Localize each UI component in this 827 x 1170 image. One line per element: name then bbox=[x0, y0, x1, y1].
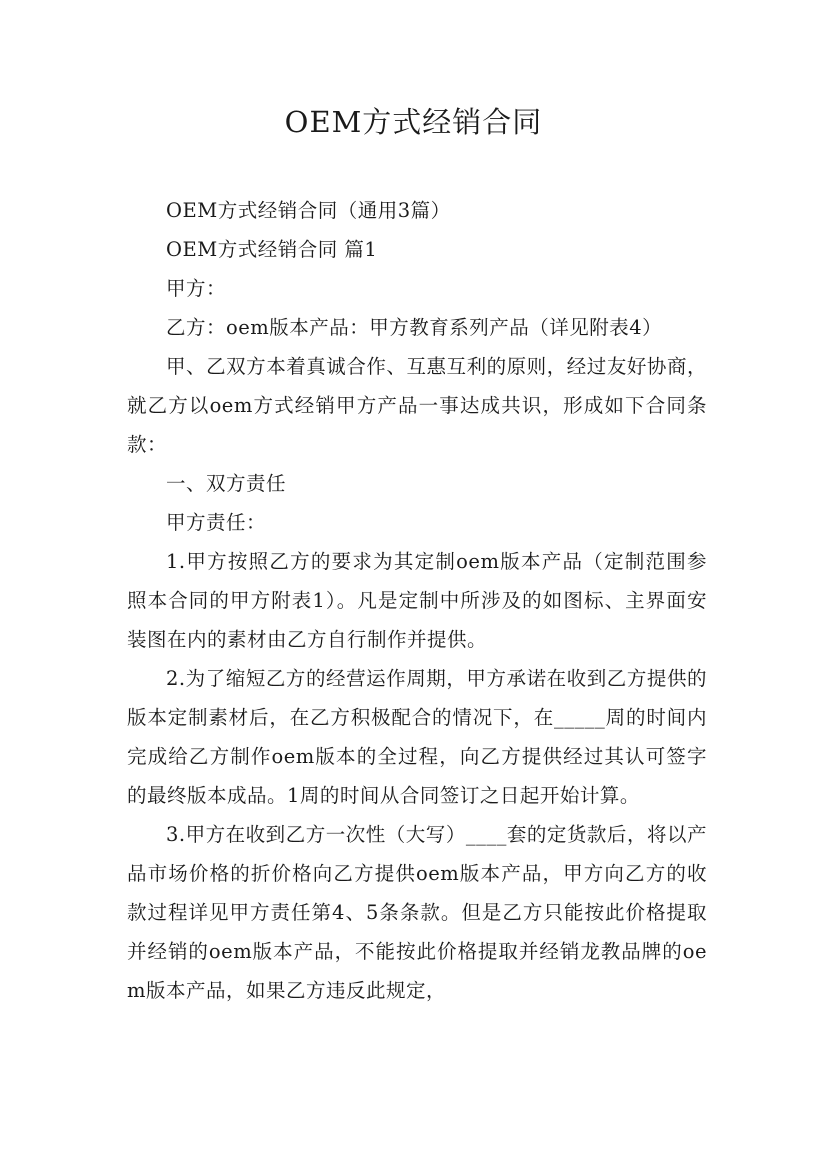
paragraph-subtitle: OEM方式经销合同（通用3篇） bbox=[166, 199, 451, 222]
document-title: OEM方式经销合同 bbox=[284, 105, 543, 139]
paragraph-party-a: 甲方： bbox=[166, 277, 227, 300]
paragraph-preamble: 甲、乙双方本着真诚合作、互惠互利的原则，经过友好协商，就乙方以oem方式经销甲方产品一事达成共识，形成如下合同条款： bbox=[127, 355, 707, 456]
document-body bbox=[127, 191, 707, 1010]
section-heading-responsibilities: 一、双方责任 bbox=[166, 472, 287, 495]
paragraph-part-heading: OEM方式经销合同 篇1 bbox=[166, 238, 378, 261]
clause-3: 3.甲方在收到乙方一次性（大写）____套的定货款后，将以产品市场价格的折价格向乙方提供oem版本产品，甲方向乙方的收款过程详见甲方责任第4、5条条款。但是乙方只能按此价格提取并经销的oem版本产品，不能按此价格提取并经销龙教品牌的oem版本产品，如果乙方违反此规定， bbox=[127, 823, 707, 1002]
clause-2: 2.为了缩短乙方的经营运作周期，甲方承诺在收到乙方提供的版本定制素材后，在乙方积极配合的情况下，在_____周的时间内完成给乙方制作oem版本的全过程，向乙方提供经过其认可签字的最终版本成品。1周的时间从合同签订之日起开始计算。 bbox=[127, 667, 707, 807]
paragraph-party-b: 乙方：oem版本产品：甲方教育系列产品（详见附表4） bbox=[166, 316, 663, 339]
clause-1: 1.甲方按照乙方的要求为其定制oem版本产品（定制范围参照本合同的甲方附表1）。凡是定制中所涉及的如图标、主界面安装图在内的素材由乙方自行制作并提供。 bbox=[127, 550, 707, 651]
section-heading-party-a-duties: 甲方责任： bbox=[166, 511, 267, 534]
